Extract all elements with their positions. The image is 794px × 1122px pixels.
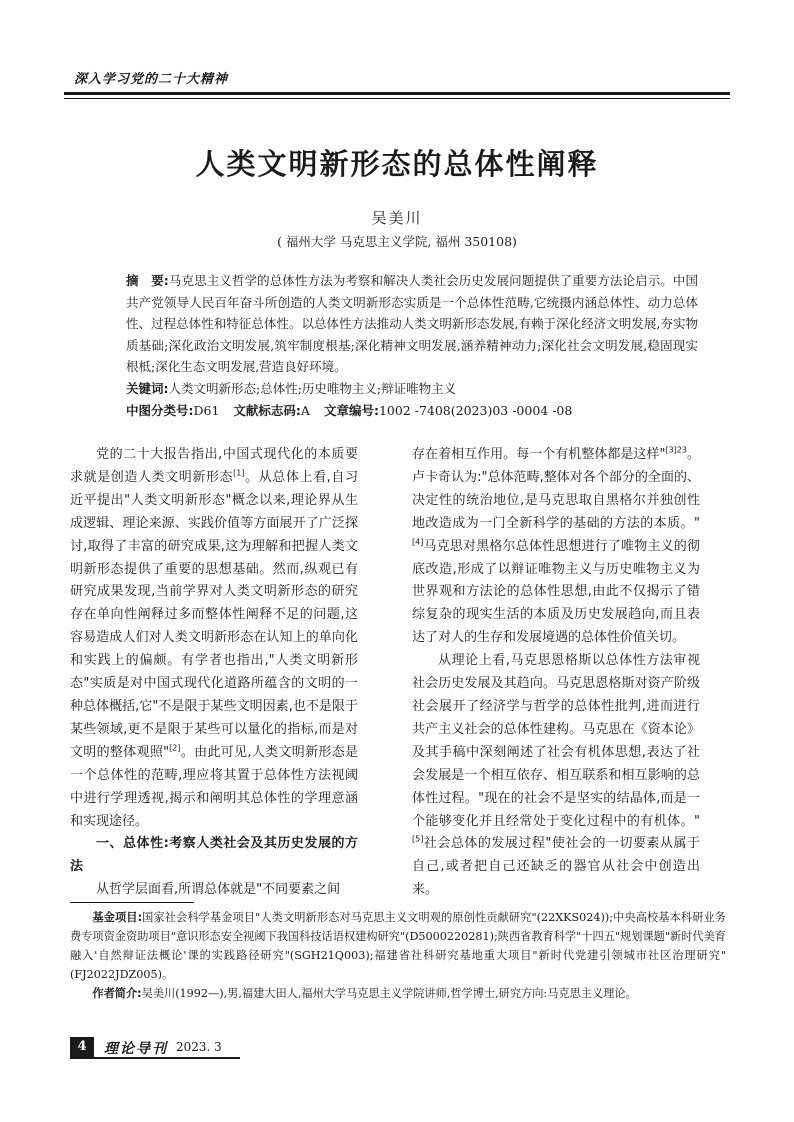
doc-code-label: 文献标志码: — [233, 403, 301, 418]
citation-ref: [1] — [233, 468, 245, 478]
body-text: 党的二十大报告指出,中国式现代化的本质要求就是创造人类文明新形态 — [70, 447, 358, 485]
funding-note — [70, 908, 726, 984]
body-column-left — [70, 444, 358, 902]
clc-label: 中图分类号: — [126, 403, 194, 418]
doc-code-value: A — [300, 403, 310, 418]
citation-ref: [4] — [412, 537, 424, 547]
body-paragraph — [412, 444, 700, 650]
page-footer — [70, 1037, 240, 1059]
journal-name: 理论导刊 — [104, 1041, 168, 1057]
abstract-label: 摘 要: — [126, 273, 169, 288]
running-header — [64, 60, 730, 95]
body-text: 。由此可见,人类文明新形态是一个总体性的范畴,理应将其置于总体性方法视阈中进行学理透视,揭示和阐明其总体性的学理意涵和实现途径。 — [70, 744, 359, 829]
body-text: 社会总体的发展过程"使社会的一切要素从属于自己,或者把自己还缺乏的器官从社会中创造出来。 — [412, 836, 700, 898]
header-rule — [64, 98, 730, 99]
footnotes — [70, 902, 726, 1003]
article-id-value: 1002 -7408(2023)03 -0004 -08 — [378, 403, 573, 418]
article-id-label: 文章编号: — [323, 403, 379, 418]
author-bio — [70, 984, 726, 1003]
journal-issue: 2023. 3 — [176, 1040, 222, 1054]
article-title: 人类文明新形态的总体性阐释 — [195, 147, 599, 181]
body-text: 马克思对黑格尔总体性思想进行了唯物主义的彻底改造,形成了以辩证唯物主义与历史唯物主义为世界观和方法论的总体性思想,由此不仅揭示了错综复杂的现实生活的本质及历史发展趋向,而且表达了对人的生存和发展境遇的总体性价值关切。 — [412, 538, 700, 646]
body-paragraph — [412, 650, 700, 902]
funding-label: 基金项目: — [92, 911, 143, 924]
section-heading: 一、总体性:考察人类社会及其历史发展的方法 — [70, 836, 358, 875]
running-title: 深入学习党的二十大精神 — [74, 72, 229, 87]
abstract-text: 马克思主义哲学的总体性方法为考察和解决人类社会历史发展问题提供了重要方法论启示。中国共产党领导人民百年奋斗所创造的人类文明新形态实质是一个总体性范畴,它统摄内涵总体性、动力总体性、过程总体性和特征总体性。以总体性方法推动人类文明新形态发展,有赖于深化经济文明发展,夯实物质基础;深化政治文明发展,筑牢制度根基;深化精神文明发展,涵养精神动力;深化社会文明发展,稳固现实根柢;深化生态文明发展,营造良好环境。 — [126, 273, 698, 374]
author-affiliation: ( 福州大学 马克思主义学院, 福州 350108) — [277, 234, 517, 249]
footnote-rule — [70, 902, 194, 903]
clc-value: D61 — [193, 403, 220, 418]
funding-text: 国家社会科学基金项目"人类文明新形态对马克思主义文明观的原创性贡献研究"(22XKS024));中央高校基本科研业务费专项资金资助项目"意识形态安全视阈下我国科技话语权建构研究"(D5000220281);陕西省教育科学"十四五"规划课题"新时代美育融入'自然辩证法概论'课的实践路径研究"(SGH21Q003);福建省社科研究基地重大项目"新时代党建引领城市社区治理研究"(FJ2022JDZ005)。 — [70, 911, 726, 981]
author-name: 吴美川 — [371, 209, 423, 227]
body-text: 。卢卡奇认为:"总体范畴,整体对各个部分的全面的、决定性的统治地位,是马克思取自黑格尔并独创性地改造成为一门全新科学的基础的方法的本质。" — [412, 447, 700, 531]
body-paragraph: 从哲学层面看,所谓总体就是"不同要素之间 — [96, 882, 341, 898]
citation-ref: [2] — [169, 743, 181, 753]
abstract — [98, 270, 698, 399]
page-number: 4 — [70, 1037, 94, 1057]
citation-ref: [5] — [412, 835, 424, 845]
body-text: 存在着相互作用。每一个有机整体都是这样" — [412, 447, 666, 462]
keywords-label: 关键词: — [126, 380, 169, 396]
keywords — [98, 378, 698, 400]
keywords-text: 人类文明新形态;总体性;历史唯物主义;辩证唯物主义 — [168, 380, 457, 396]
body-text: 从理论上看,马克思恩格斯以总体性方法审视社会历史发展及其趋向。马克思恩格斯对资产阶级社会展开了经济学与哲学的总体性批判,进而进行共产主义社会的总体性建构。马克思在《资本论》及其手稿中深刻阐述了社会有机体思想,表达了社会发展是一个相互依存、相互联系和相互影响的总体性过程。"现在的社会不是坚实的结晶体,而是一个能够变化并且经常处于变化过程中的有机体。" — [412, 653, 700, 829]
author-bio-text: 吴美川(1992—),男,福建大田人,福州大学马克思主义学院讲师,哲学博士,研究方向:马克思主义理论。 — [141, 987, 637, 1000]
body-text: 。从总体上看,自习近平提出"人类文明新形态"概念以来,理论界从生成逻辑、理论来源、实践价值等方面展开了广泛探讨,取得了丰富的研究成果,这为理解和把握人类文明新形态提供了重要的思想基础。然而,纵观已有研究成果发现,当前学界对人类文明新形态的研究存在单向性阐释过多而整体性阐释不足的问题,这容易造成人们对人类文明新形态在认知上的单向化和实践上的偏颇。有学者也指出,"人类文明新形态"实质是对中国式现代化道路所蕴含的文明的一种总体概括,它"不是限于某些文明因素,也不是限于某些领域,更不是限于某些可以量化的指标,而是对文明的整体观照" — [70, 469, 358, 760]
citation-ref: [3]23 — [665, 445, 687, 455]
body-column-right — [412, 444, 700, 902]
author-bio-label: 作者简介: — [92, 987, 142, 1000]
classification-line — [126, 401, 582, 419]
body-paragraph — [70, 444, 358, 833]
abstract-paragraph — [98, 270, 698, 378]
